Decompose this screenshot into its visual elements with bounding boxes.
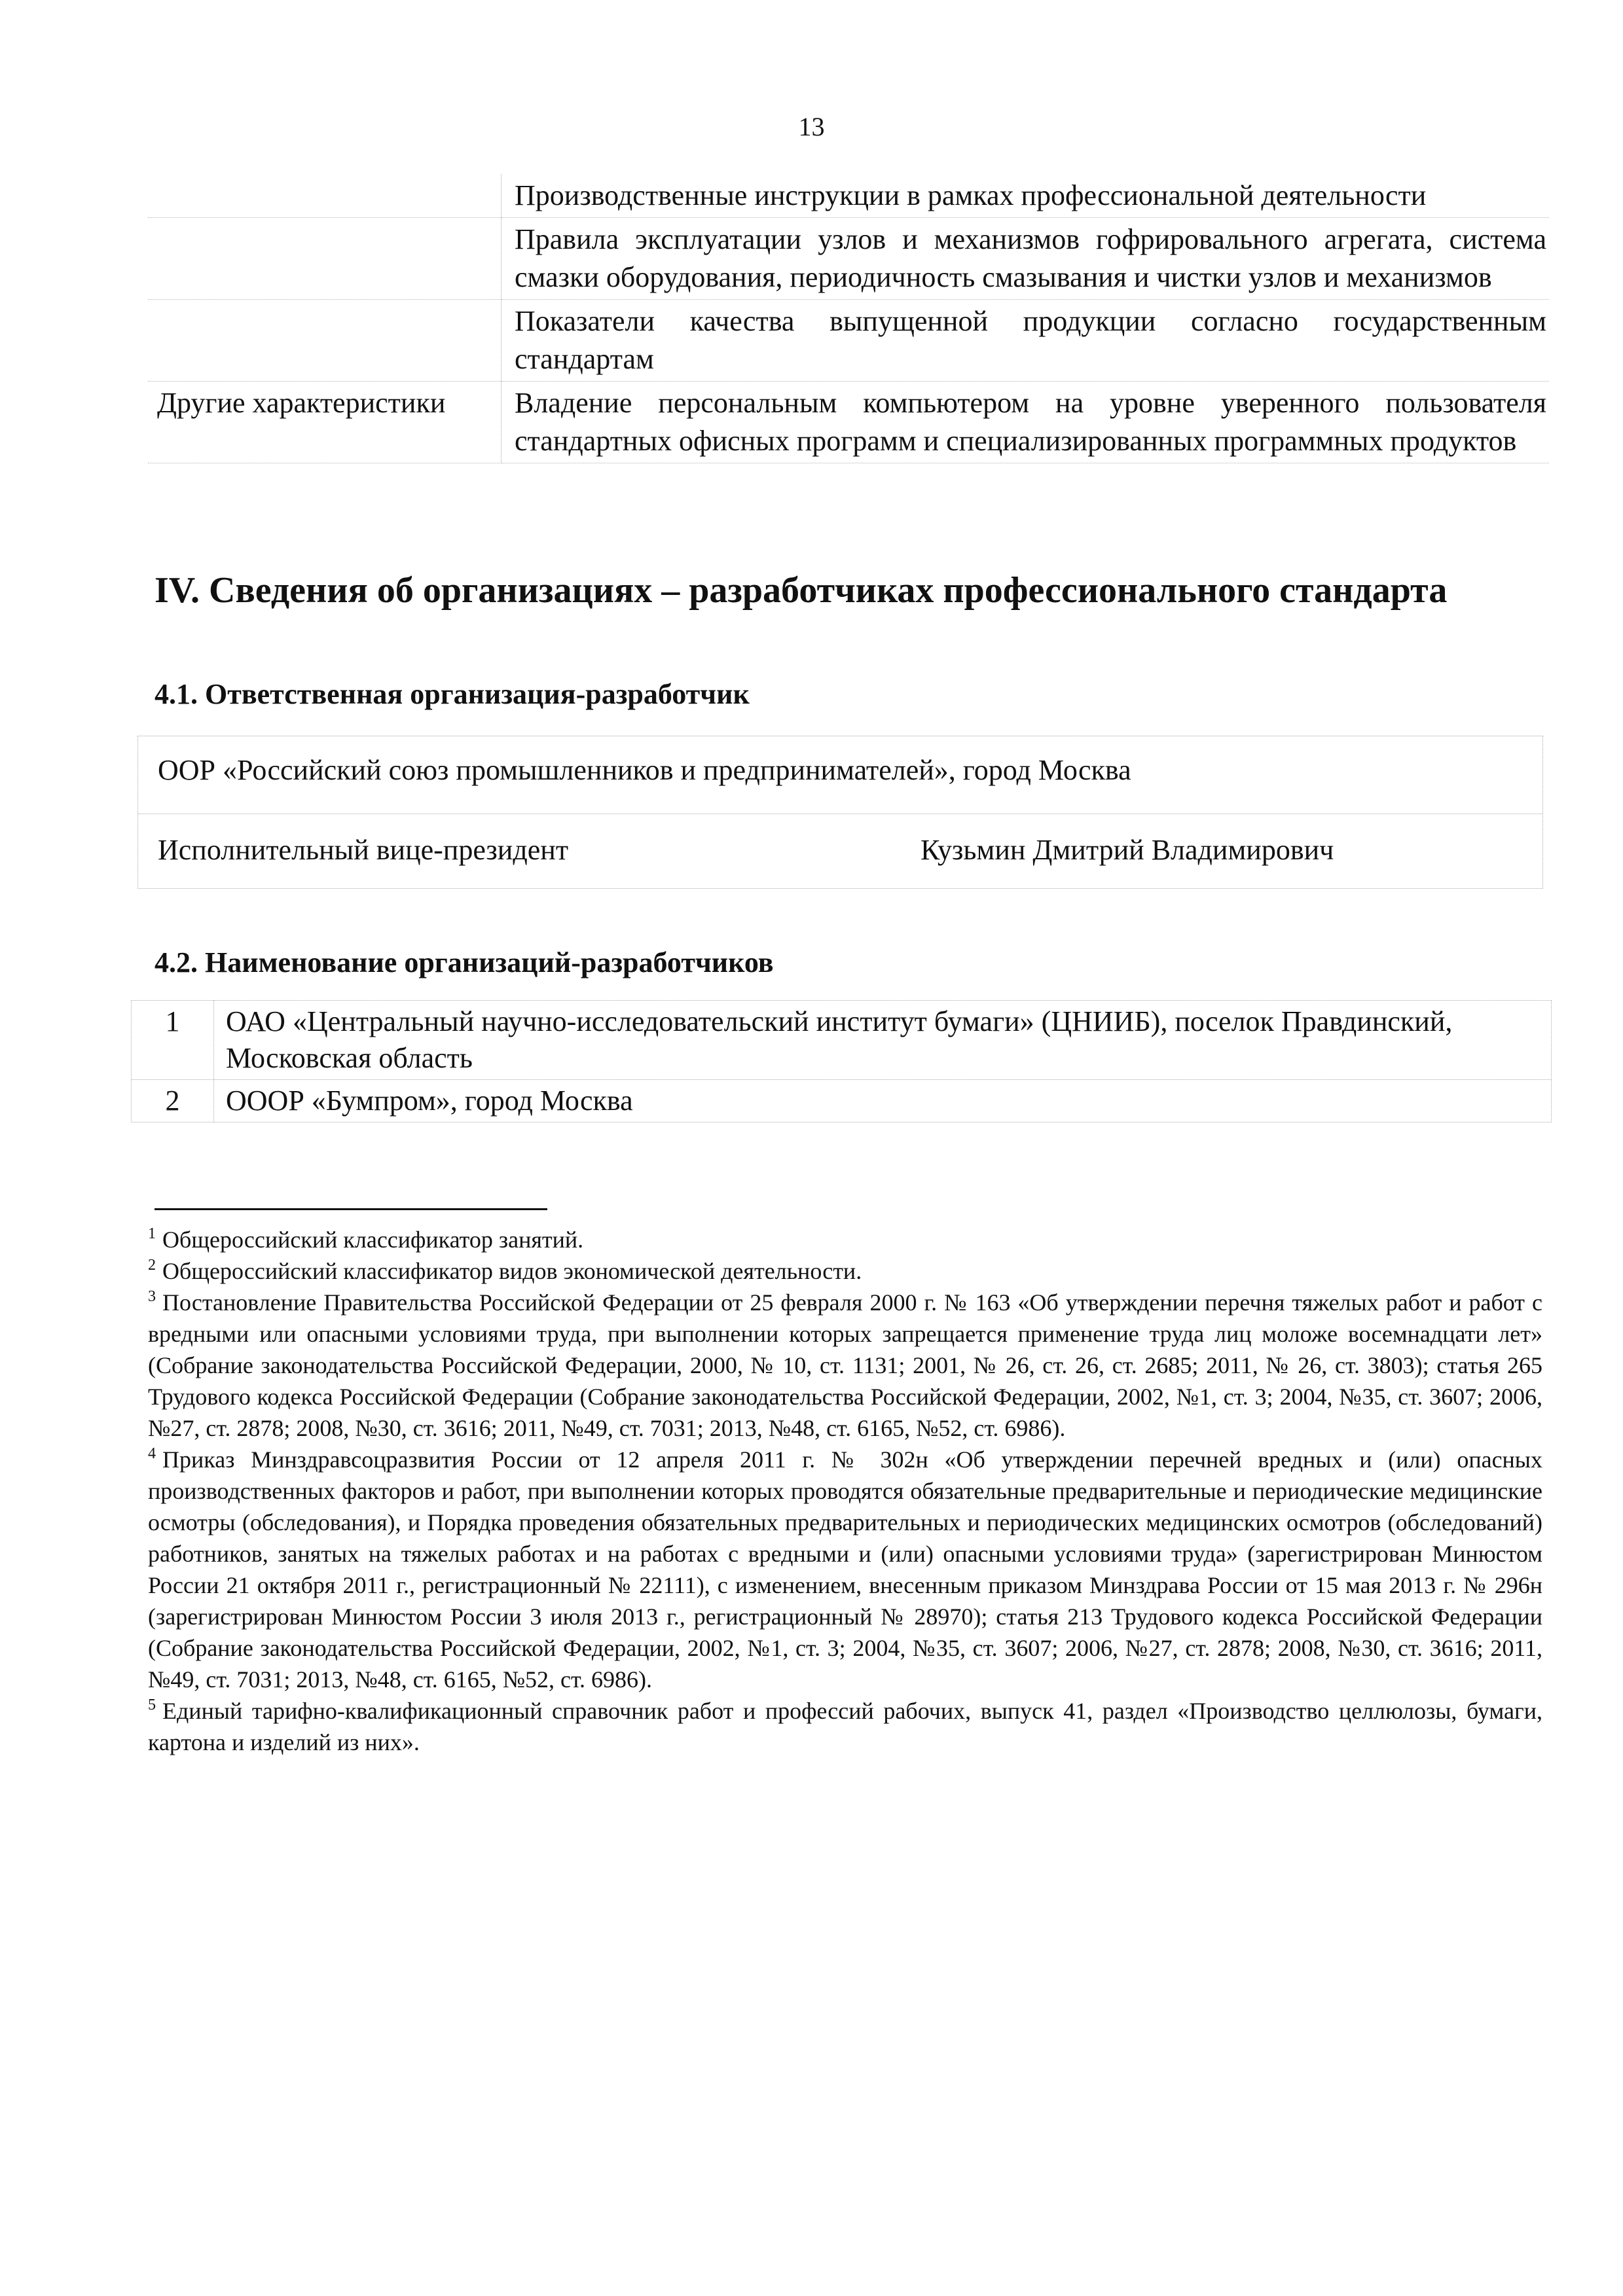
table-row [132, 1080, 1552, 1122]
footnote [148, 1444, 1542, 1695]
footnote [148, 1695, 1542, 1758]
section-heading: IV. Сведения об организациях – разработчиках профессионального стандарта [155, 570, 1448, 611]
head-position: Исполнительный вице-президент [158, 834, 569, 866]
page-number: 13 [798, 112, 825, 141]
row-number: 1 [132, 1001, 214, 1080]
table-row [148, 174, 1549, 218]
table-row [148, 300, 1549, 382]
developers-table [131, 1000, 1552, 1122]
row-content: Правила эксплуатации узлов и механизмов гофрировального агрегата, система смазки оборудования, периодичность смазывания и чистки узлов и механизмов [501, 218, 1550, 300]
footnote-text: Приказ Минздравсоцразвития России от 12 апреля 2011 г. № 302н «Об утверждении перечней вредных и (или) опасных производственных факторов и работ, при выполнении которых проводятся обязательные предварительные и периодические медицинские осмотры (обследования), и Порядка проведения обязательных предварительных и периодических медицинских осмотров (обследований) работников, занятых на тяжелых работах и на работах с вредными и (или) опасными условиями труда» (зарегистрирован Минюстом России 21 октября 2011 г., регистрационный № 22111), с изменением, внесенным приказом Минздрава России от 15 мая 2013 г. № 296н (зарегистрирован Минюстом России 3 июля 2013 г., регистрационный № 28970); статья 213 Трудового кодекса Российской Федерации (Собрание законодательства Российской Федерации, 2002, №1, ст. 3; 2004, №35, ст. 3607; 2006, №27, ст. 2878; 2008, №30, ст. 3616; 2011, №49, ст. 7031; 2013, №48, ст. 6165, №52, ст. 6986). [148, 1446, 1542, 1693]
footnote-mark: 4 [148, 1445, 156, 1462]
row-label [148, 218, 501, 300]
footnote [148, 1255, 1542, 1287]
footnote-text: Общероссийский классификатор видов экономической деятельности. [162, 1258, 862, 1284]
responsible-organization-box [137, 736, 1543, 889]
footnotes [148, 1224, 1542, 1758]
footnote-mark: 2 [148, 1257, 156, 1274]
organization-entry: ОООР «Бумпром», город Москва [214, 1080, 1552, 1122]
footnote-mark: 3 [148, 1288, 156, 1305]
row-content: Показатели качества выпущенной продукции согласно государственным стандартам [501, 300, 1550, 382]
row-content: Производственные инструкции в рамках профессиональной деятельности [501, 174, 1550, 218]
head-name: Кузьмин Дмитрий Владимирович [921, 834, 1334, 866]
footnote-mark: 1 [148, 1225, 156, 1242]
row-label [148, 174, 501, 218]
footnote-text: Общероссийский классификатор занятий. [162, 1227, 584, 1253]
subsection-heading-4-1: 4.1. Ответственная организация-разработчик [155, 678, 750, 710]
footnote-text: Единый тарифно-квалификационный справочник работ и профессий рабочих, выпуск 41, раздел «Производство целлюлозы, бумаги, картона и изделий из них». [148, 1698, 1542, 1755]
organization-entry: ОАО «Центральный научно-исследовательский институт бумаги» (ЦНИИБ), поселок Правдинский, Московская область [214, 1001, 1552, 1080]
table-row [148, 382, 1549, 463]
row-content: Владение персональным компьютером на уровне уверенного пользователя стандартных офисных программ и специализированных программных продуктов [501, 382, 1550, 463]
row-number: 2 [132, 1080, 214, 1122]
table-row [132, 1001, 1552, 1080]
footnote [148, 1224, 1542, 1255]
row-label-other-characteristics: Другие характеристики [148, 382, 501, 463]
row-label [148, 300, 501, 382]
footnote-mark: 5 [148, 1696, 156, 1713]
footnote-text: Постановление Правительства Российской Федерации от 25 февраля 2000 г. № 163 «Об утверждении перечня тяжелых работ и работ с вредными или опасными условиями труда, при выполнении которых запрещается применение труда лиц моложе восемнадцати лет» (Собрание законодательства Российской Федерации, 2000, № 10, ст. 1131; 2001, № 26, ст. 26, ст. 2685; 2011, № 26, ст. 3803); статья 265 Трудового кодекса Российской Федерации (Собрание законодательства Российской Федерации, 2002, №1, ст. 3; 2004, №35, ст. 3607; 2006, №27, ст. 2878; 2008, №30, ст. 3616; 2011, №49, ст. 7031; 2013, №48, ст. 6165, №52, ст. 6986). [148, 1289, 1542, 1441]
table-row [148, 218, 1549, 300]
footnote [148, 1287, 1542, 1444]
organization-name: ООР «Российский союз промышленников и предпринимателей», город Москва [158, 754, 1131, 786]
characteristics-table [148, 174, 1549, 463]
subsection-heading-4-2: 4.2. Наименование организаций-разработчиков [155, 946, 774, 978]
footnote-separator [155, 1208, 547, 1210]
